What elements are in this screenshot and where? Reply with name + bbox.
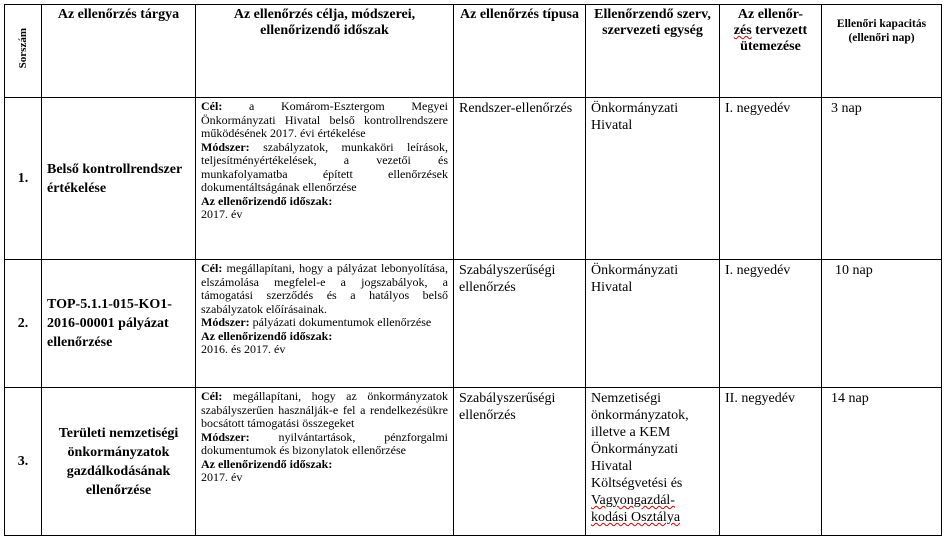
goal-label: Cél: bbox=[201, 99, 223, 113]
row-type: Szabályszerűségi ellenőrzés bbox=[454, 388, 586, 536]
table-row bbox=[5, 260, 942, 388]
row-goal-cell bbox=[196, 388, 454, 536]
row-type: Rendszer-ellenőrzés bbox=[454, 98, 586, 260]
header-schedule-part2: zés bbox=[733, 23, 752, 38]
row-number: 3. bbox=[5, 388, 42, 536]
period-text: 2016. és 2017. év bbox=[201, 342, 286, 356]
period-text: 2017. év bbox=[201, 470, 243, 484]
table-row bbox=[5, 98, 942, 260]
period-text: 2017. év bbox=[201, 207, 243, 221]
unit-line: illetve a KEM bbox=[591, 425, 671, 440]
row-subject: Belső kontrollrendszer értékelése bbox=[42, 98, 196, 260]
row-subject: Területi nemzetiségi önkormányzatok gazdálkodásának ellenőrzése bbox=[42, 388, 196, 536]
unit-line: Költségvetési és bbox=[591, 476, 683, 491]
period-label: Az ellenőrizendő időszak: bbox=[201, 328, 333, 343]
goal-text: a Komárom-Esztergom Megyei Önkormányzati Hivatal belső kontrollrendszere működésének 2017. évi értékelése bbox=[201, 99, 449, 140]
method-text: szabályzatok, munkaköri leírások, teljesítményértékelések, a vezetői és munkafolyamatba épített ellenőrzések dokumentáltságának ellenőrzése bbox=[201, 139, 448, 194]
unit-line: Vagyongazdál- bbox=[591, 493, 675, 508]
row-capacity: 14 nap bbox=[822, 388, 942, 536]
period-label: Az ellenőrizendő időszak: bbox=[201, 193, 333, 208]
header-subject: Az ellenőrzés tárgya bbox=[42, 5, 196, 98]
header-schedule-part3: tervezett ütemezése bbox=[740, 23, 808, 54]
row-schedule: I. negyedév bbox=[720, 98, 822, 260]
method-text: pályázati dokumentumok ellenőrzése bbox=[252, 315, 432, 329]
row-subject: TOP-5.1.1-015-KO1-2016-00001 pályázat ellenőrzése bbox=[42, 260, 196, 388]
method-label: Módszer: bbox=[201, 139, 250, 154]
row-capacity: 10 nap bbox=[822, 260, 942, 388]
row-schedule: I. negyedév bbox=[720, 260, 822, 388]
header-row bbox=[5, 5, 942, 98]
unit-line: Önkormányzati bbox=[591, 442, 679, 457]
goal-text: megállapítani, hogy a pályázat lebonyolítása, elszámolása megfelel-e a jogszabályok, a támogatási szerződés és a hatályos belső szabályzatok előírásainak. bbox=[201, 261, 449, 316]
row-unit: Önkormányzati Hivatal bbox=[586, 98, 720, 260]
unit-line: Nemzetiségi bbox=[591, 391, 661, 406]
header-unit: Ellenőrzendő szerv, szervezeti egység bbox=[586, 5, 720, 98]
method-label: Módszer: bbox=[201, 315, 250, 329]
unit-line: Hivatal bbox=[591, 459, 633, 474]
audit-plan-table bbox=[4, 4, 942, 536]
table-row bbox=[5, 388, 942, 536]
goal-label: Cél: bbox=[201, 261, 223, 275]
unit-line: kodási Osztálya bbox=[591, 510, 681, 525]
row-goal-cell bbox=[196, 260, 454, 388]
row-schedule: II. negyedév bbox=[720, 388, 822, 536]
period-label: Az ellenőrizendő időszak: bbox=[201, 456, 333, 471]
header-goal: Az ellenőrzés célja, módszerei, ellenőrizendő időszak bbox=[196, 5, 454, 98]
goal-label: Cél: bbox=[201, 389, 223, 403]
row-capacity: 3 nap bbox=[822, 98, 942, 260]
header-schedule-part1: Az ellenőr- bbox=[737, 7, 804, 22]
row-goal-cell bbox=[196, 98, 454, 260]
header-capacity: Ellenőri kapacitás (ellenőri nap) bbox=[822, 5, 942, 98]
row-number: 2. bbox=[5, 260, 42, 388]
row-unit: Önkormányzati Hivatal bbox=[586, 260, 720, 388]
row-number: 1. bbox=[5, 98, 42, 260]
row-type: Szabályszerűségi ellenőrzés bbox=[454, 260, 586, 388]
method-label: Módszer: bbox=[201, 429, 250, 444]
header-type: Az ellenőrzés típusa bbox=[454, 5, 586, 98]
unit-line: önkormányzatok, bbox=[591, 408, 689, 423]
method-text: nyilvántartások, pénzforgalmi dokumentumok és bizonylatok ellenőrzése bbox=[201, 429, 448, 457]
header-sorszam: Sorszám bbox=[5, 5, 42, 98]
row-unit bbox=[586, 388, 720, 536]
header-schedule bbox=[720, 5, 822, 98]
goal-text: megállapítani, hogy az önkormányzatok szabályszerűen használják-e fel a rendelkezésükre bocsátott támogatási összegeket bbox=[201, 389, 448, 430]
